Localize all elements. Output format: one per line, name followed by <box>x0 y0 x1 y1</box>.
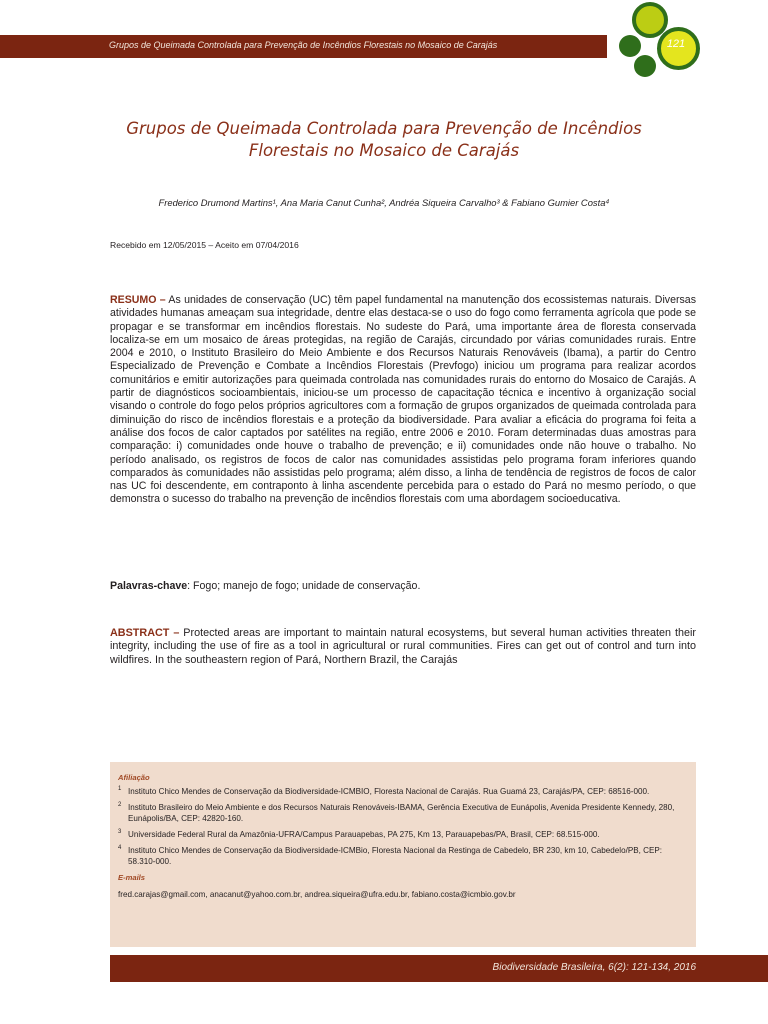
affiliation-item <box>118 829 690 840</box>
keywords-line <box>110 580 420 592</box>
affiliation-number: 3 <box>118 829 122 835</box>
affiliation-item <box>118 845 690 867</box>
abstract-text: Protected areas are important to maintain natural ecosystems, but several human activities threaten their integrity, including the use of fire as a tool in agricultural or rural communities. Fires can get out of control and turn into wildfires. In the southeastern region of Pará, Northern Brazil, the Carajás <box>110 627 696 666</box>
received-date: Recebido em 12/05/2015 – Aceito em 07/04/2016 <box>110 240 299 250</box>
keywords-text: : Fogo; manejo de fogo; unidade de conservação. <box>187 580 421 592</box>
footer-citation: Biodiversidade Brasileira, 6(2): 121-134, 2016 <box>492 962 696 973</box>
affiliation-text: Instituto Chico Mendes de Conservação da Biodiversidade-ICMBIO, Floresta Nacional de Carajás. Rua Guamá 23, Carajás/PA, CEP: 68516-000. <box>128 787 650 796</box>
page-number: 121 <box>666 38 686 50</box>
running-title: Grupos de Queimada Controlada para Prevenção de Incêndios Florestais no Mosaico de Carajás <box>109 40 498 50</box>
resumo-text: As unidades de conservação (UC) têm papel fundamental na manutenção dos ecossistemas naturais. Diversas atividades humanas ameaçam sua integridade, dentre elas destaca-se o uso do fogo como ferramenta agrícola que pode se propagar e se transformar em incêndios florestais. No sudeste do Pará, uma importante área de floresta conservada localiza-se em um mosaico de áreas protegidas, na região de Carajás, circundado por várias comunidades rurais. Entre 2004 e 2010, o Instituto Brasileiro do Meio Ambiente e dos Recursos Naturais Renováveis (Ibama), a partir do Centro Especializado de Prevenção e Combate a Incêndios Florestais (Prevfogo) iniciou um programa para realizar acordos comunitários e emitir autorizações para queimada controlada nas comunidades rurais do entorno do Mosaico de Carajás. A partir de diagnósticos socioambientais, iniciou-se um processo de capacitação técnica e incentivo à organização social visando o controle do fogo pelos próprios agricultores com a formação de grupos organizados de queimada controlada para diminuição do risco de incêndios florestais e a proteção da biodiversidade. Para avaliar a eficácia do programa foi feita a análise dos focos de calor captados por satélites na região, entre 2006 e 2010. Foram determinadas duas amostras para comparação: i) comunidades onde houve o trabalho de prevenção; e ii) comunidades onde não houve o trabalho. No período analisado, os registros de focos de calor nas comunidades assistidas pelo programa foram inferiores quando comparados às comunidades não assistidas pelo programa; além disso, a linha de tendência de registros de focos de calor nas UC foi descendente, em contraponto à linha ascendente percebida para o estado do Pará no mesmo período, o que demonstra o sucesso do trabalho na prevenção de incêndios florestais com uma abordagem socioeducativa. <box>110 294 696 506</box>
affiliation-number: 2 <box>118 802 122 808</box>
affiliation-text: Instituto Chico Mendes de Conservação da Biodiversidade-ICMBio, Floresta Nacional da Restinga de Cabedelo, BR 230, km 10, Cabedelo/PB, CEP: 58.310-000. <box>128 846 663 866</box>
emails-heading: E-mails <box>118 873 146 882</box>
article-title: Grupos de Queimada Controlada para Prevenção de Incêndios Florestais no Mosaico de Carajás <box>126 119 642 160</box>
affiliation-text: Universidade Federal Rural da Amazônia-UFRA/Campus Parauapebas, PA 275, Km 13, Parauapebas/PA, Brasil, CEP: 68.515-000. <box>128 830 600 839</box>
keywords-label: Palavras-chave <box>110 580 188 592</box>
abstract-label: ABSTRACT – <box>110 627 180 639</box>
logo-circle-bottom <box>634 55 656 77</box>
logo-circle-left <box>619 35 641 57</box>
affiliation-box <box>110 762 696 947</box>
resumo-paragraph <box>110 294 696 507</box>
resumo-label: RESUMO – <box>110 294 166 306</box>
affiliation-number: 1 <box>118 786 122 792</box>
emails-list: fred.carajas@gmail.com, anacanut@yahoo.com.br, andrea.siqueira@ufra.edu.br, fabiano.costa@icmbio.gov.br <box>118 890 516 899</box>
authors-line: Frederico Drumond Martins¹, Ana Maria Canut Cunha², Andréa Siqueira Carvalho³ & Fabiano Gumier Costa⁴ <box>158 197 610 208</box>
affiliation-number: 4 <box>118 845 122 851</box>
affiliation-item <box>118 802 690 824</box>
abstract-paragraph <box>110 627 696 667</box>
affiliation-text: Instituto Brasileiro do Meio Ambiente e dos Recursos Naturais Renováveis-IBAMA, Gerência Executiva de Eunápolis, Avenida Presidente Kennedy, 280, Eunápolis/BA, CEP: 42820-160. <box>128 803 675 823</box>
affiliation-item <box>118 786 690 797</box>
affiliation-heading: Afiliação <box>118 773 150 782</box>
